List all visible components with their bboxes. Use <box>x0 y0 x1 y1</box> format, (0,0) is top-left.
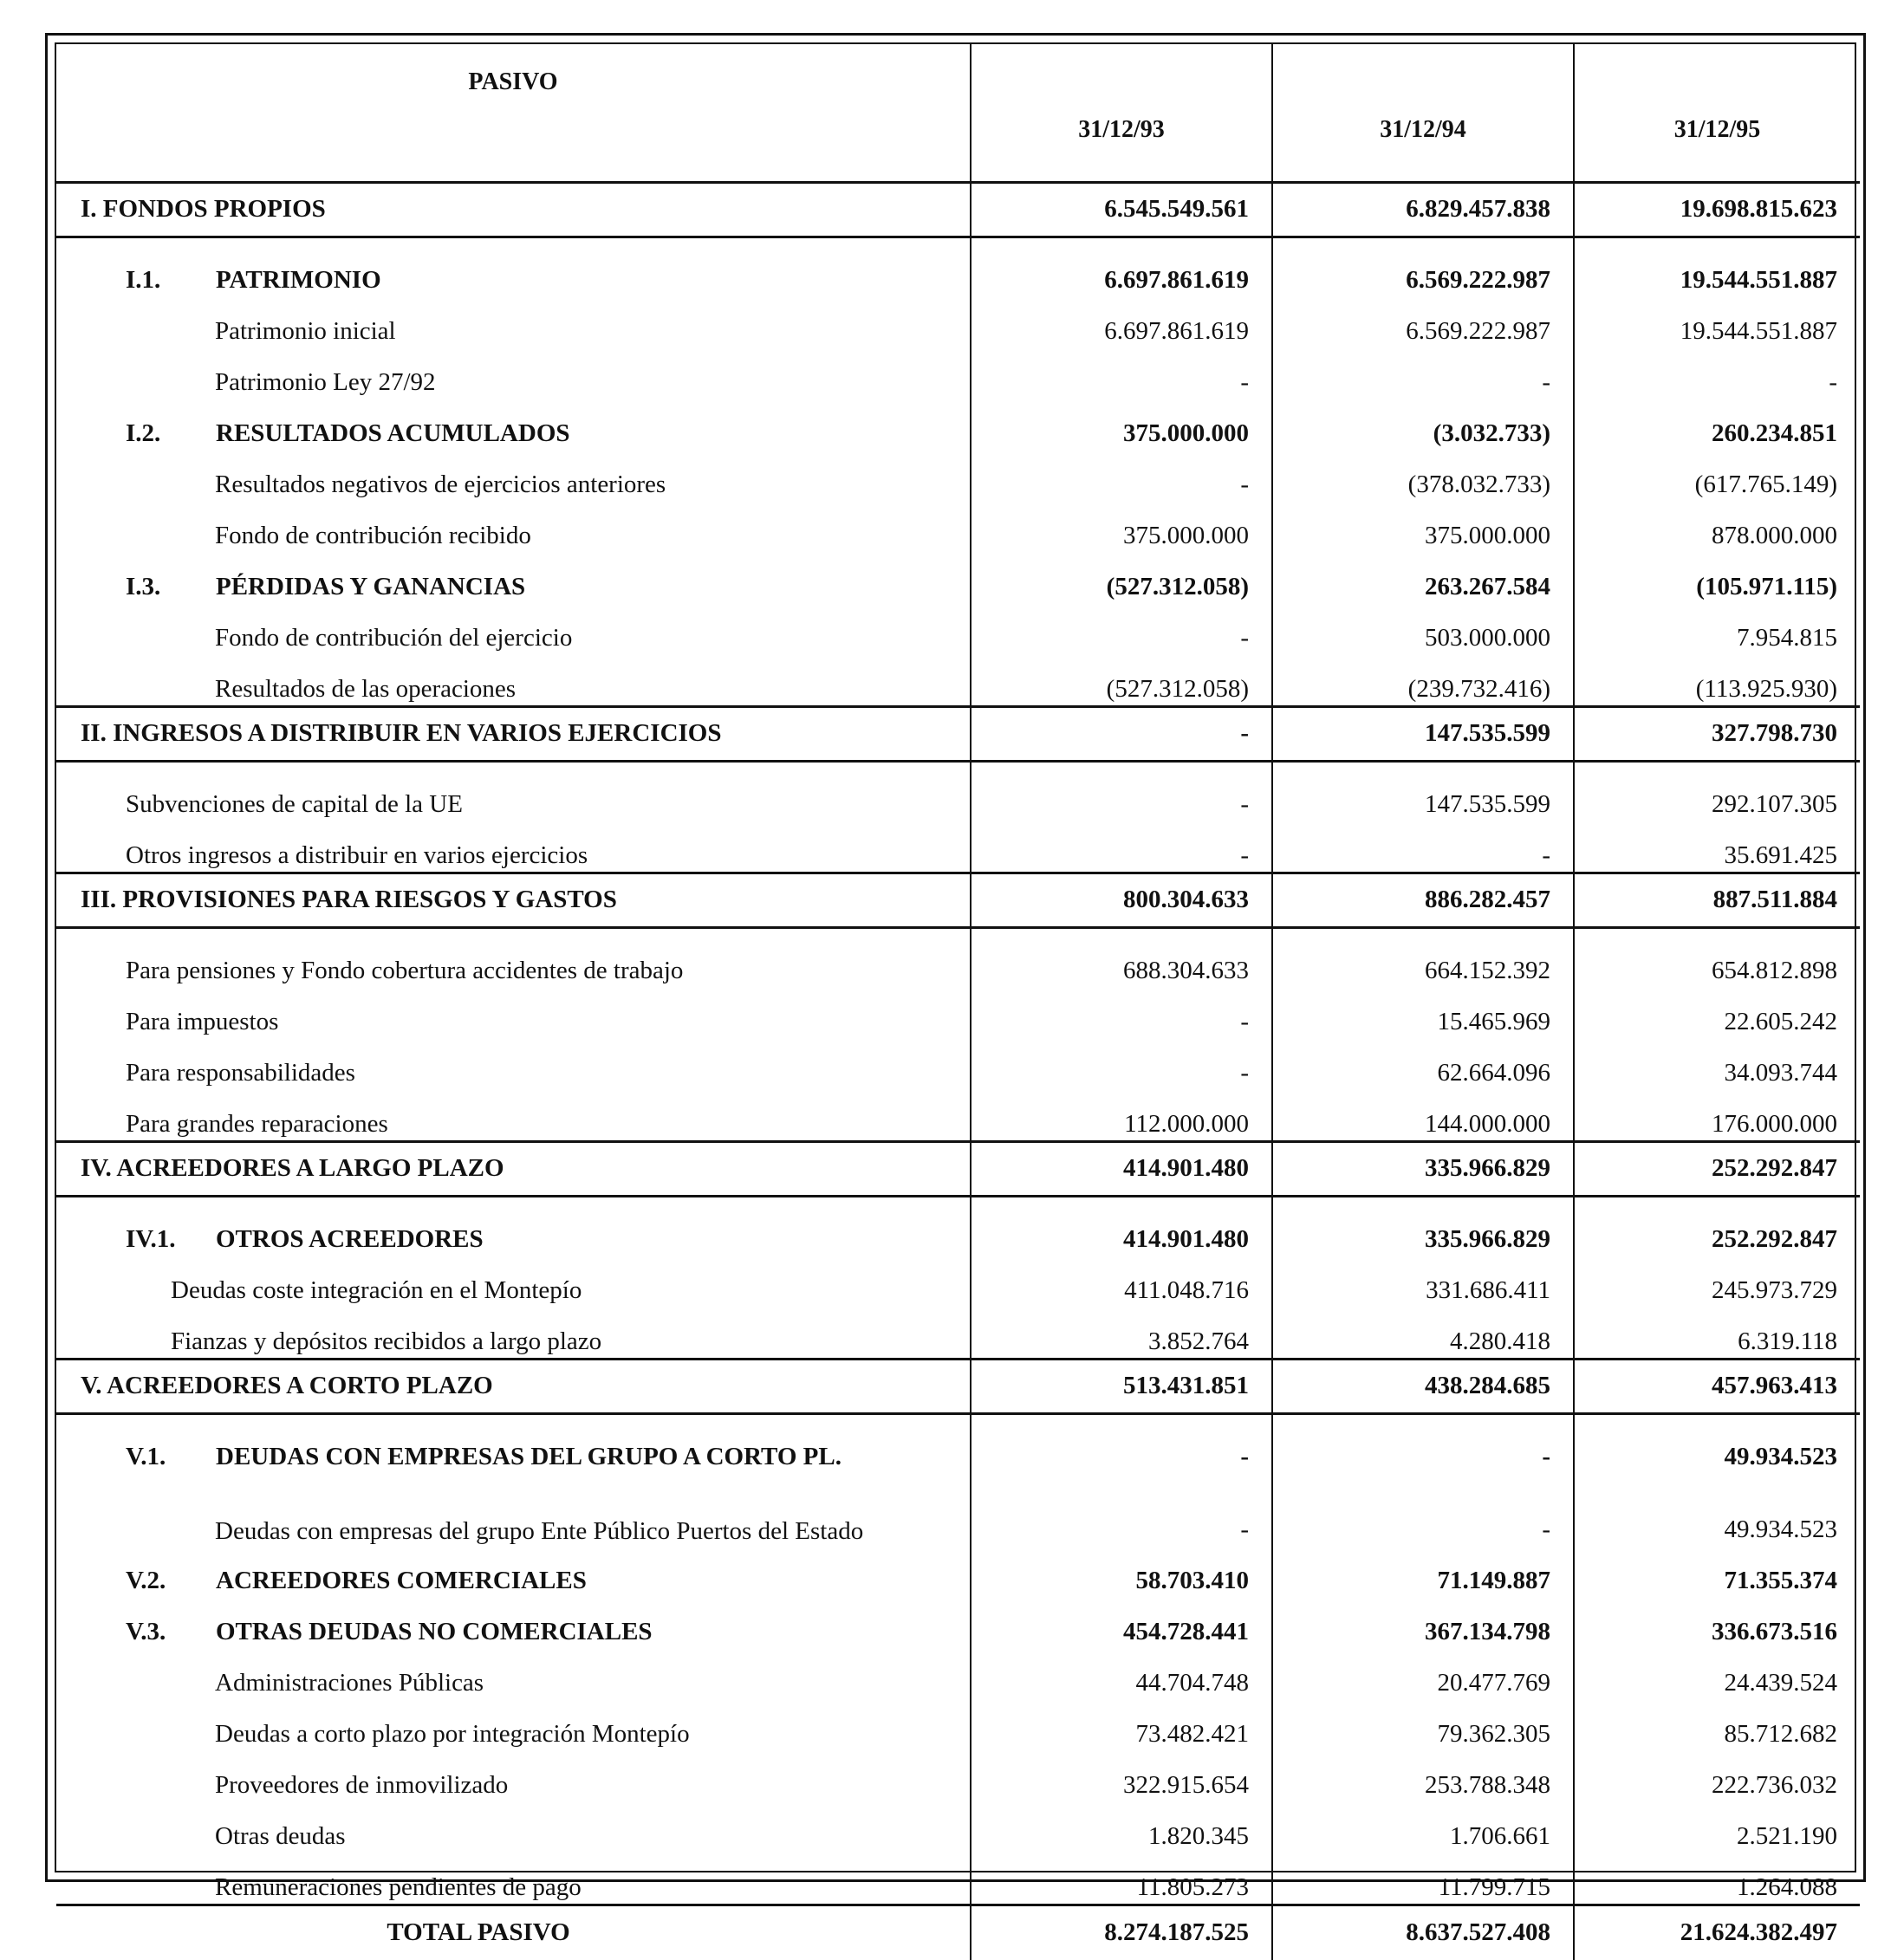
line-item-row <box>56 1648 1860 1699</box>
line-item-label: Fondo de contribución recibido <box>56 501 971 552</box>
subsection-number: I.2. <box>126 419 216 448</box>
section-row <box>56 873 1860 928</box>
subsection-title: PATRIMONIO <box>216 266 381 294</box>
subsection-number: I.1. <box>126 266 216 295</box>
line-item-label: Deudas coste integración en el Montepío <box>56 1256 971 1307</box>
line-item-label: Otros ingresos a distribuir en varios ejercicios <box>56 821 971 873</box>
value-1994: (378.032.733) <box>1272 450 1574 501</box>
value-1993: - <box>971 987 1272 1038</box>
header-col-1994: 31/12/94 <box>1272 44 1574 183</box>
value-1995: 49.934.523 <box>1574 1414 1860 1474</box>
value-1993: 73.482.421 <box>971 1699 1272 1750</box>
line-item-row <box>56 1853 1860 1905</box>
value-1994: 147.535.599 <box>1272 707 1574 762</box>
value-1995: 34.093.744 <box>1574 1038 1860 1089</box>
line-item-label: Subvenciones de capital de la UE <box>56 762 971 821</box>
subsection-row <box>56 1197 1860 1256</box>
line-item-row <box>56 501 1860 552</box>
subsection-label <box>56 237 971 297</box>
value-1994: 335.966.829 <box>1272 1197 1574 1256</box>
value-1993: 3.852.764 <box>971 1307 1272 1360</box>
line-item-label: Para impuestos <box>56 987 971 1038</box>
value-1993: 414.901.480 <box>971 1197 1272 1256</box>
value-1994: 331.686.411 <box>1272 1256 1574 1307</box>
line-item-label: Administraciones Públicas <box>56 1648 971 1699</box>
section-row <box>56 1142 1860 1197</box>
subsection-row <box>56 1597 1860 1648</box>
value-1994: 79.362.305 <box>1272 1699 1574 1750</box>
value-1995: 260.234.851 <box>1574 399 1860 450</box>
line-item-row <box>56 603 1860 654</box>
pasivo-table-body <box>56 183 1860 1905</box>
subsection-label <box>56 1597 971 1648</box>
value-1993: - <box>971 1473 1272 1546</box>
subsection-title: ACREEDORES COMERCIALES <box>216 1567 587 1594</box>
line-item-row <box>56 654 1860 707</box>
subsection-row <box>56 237 1860 297</box>
line-item-label <box>56 1473 971 1546</box>
balance-sheet-frame <box>45 33 1866 1882</box>
subsection-number: V.2. <box>126 1567 216 1595</box>
value-1994: 503.000.000 <box>1272 603 1574 654</box>
value-1995: 35.691.425 <box>1574 821 1860 873</box>
value-1993: - <box>971 707 1272 762</box>
subsection-number: IV.1. <box>126 1225 216 1254</box>
value-1994: 367.134.798 <box>1272 1597 1574 1648</box>
subsection-title: PÉRDIDAS Y GANANCIAS <box>216 573 525 600</box>
value-1994: 144.000.000 <box>1272 1089 1574 1142</box>
value-1995: 457.963.413 <box>1574 1360 1860 1414</box>
subsection-label <box>56 1414 971 1474</box>
value-1994: 1.706.661 <box>1272 1801 1574 1853</box>
section-label: IV. ACREEDORES A LARGO PLAZO <box>56 1142 971 1197</box>
subsection-number: I.3. <box>126 573 216 601</box>
value-1995: 252.292.847 <box>1574 1142 1860 1197</box>
value-1993: (527.312.058) <box>971 552 1272 603</box>
value-1993: 454.728.441 <box>971 1597 1272 1648</box>
value-1993: 6.697.861.619 <box>971 237 1272 297</box>
line-item-label: Para grandes reparaciones <box>56 1089 971 1142</box>
line-item-label: Para pensiones y Fondo cobertura accidentes de trabajo <box>56 928 971 988</box>
subsection-row <box>56 552 1860 603</box>
line-item-label: Para responsabilidades <box>56 1038 971 1089</box>
line-item-row <box>56 928 1860 988</box>
value-1995: 292.107.305 <box>1574 762 1860 821</box>
value-1994: 71.149.887 <box>1272 1546 1574 1597</box>
value-1994: 147.535.599 <box>1272 762 1574 821</box>
value-1993: 44.704.748 <box>971 1648 1272 1699</box>
line-item-row <box>56 1473 1860 1546</box>
line-item-row <box>56 347 1860 399</box>
line-item-row <box>56 1256 1860 1307</box>
value-1995: 222.736.032 <box>1574 1750 1860 1801</box>
subsection-label <box>56 552 971 603</box>
value-1995: (105.971.115) <box>1574 552 1860 603</box>
line-item-label: Otras deudas <box>56 1801 971 1853</box>
line-item-row <box>56 450 1860 501</box>
line-item-row <box>56 1089 1860 1142</box>
value-1993: - <box>971 1414 1272 1474</box>
header-col-1995: 31/12/95 <box>1574 44 1860 183</box>
line-item-text: Deudas con empresas del grupo Ente Público Puertos del Estado <box>215 1519 874 1544</box>
value-1995: 24.439.524 <box>1574 1648 1860 1699</box>
value-1995: 71.355.374 <box>1574 1546 1860 1597</box>
value-1993: - <box>971 603 1272 654</box>
value-1995: 19.544.551.887 <box>1574 237 1860 297</box>
line-item-label: Proveedores de inmovilizado <box>56 1750 971 1801</box>
subsection-title: DEUDAS CON EMPRESAS DEL GRUPO A CORTO PL. <box>216 1443 842 1470</box>
value-1994: 6.569.222.987 <box>1272 296 1574 347</box>
value-1993: 1.820.345 <box>971 1801 1272 1853</box>
value-1994: 4.280.418 <box>1272 1307 1574 1360</box>
header-row <box>56 44 1860 183</box>
section-label: II. INGRESOS A DISTRIBUIR EN VARIOS EJERCICIOS <box>56 707 971 762</box>
balance-sheet-inner-frame <box>55 42 1856 1872</box>
value-1994: 15.465.969 <box>1272 987 1574 1038</box>
value-1995: 85.712.682 <box>1574 1699 1860 1750</box>
value-1995: 327.798.730 <box>1574 707 1860 762</box>
value-1995: (113.925.930) <box>1574 654 1860 707</box>
line-item-label: Fondo de contribución del ejercicio <box>56 603 971 654</box>
value-1995: 6.319.118 <box>1574 1307 1860 1360</box>
value-1995: 878.000.000 <box>1574 501 1860 552</box>
subsection-row <box>56 1546 1860 1597</box>
value-1993: 6.697.861.619 <box>971 296 1272 347</box>
value-1993: 375.000.000 <box>971 399 1272 450</box>
line-item-label: Fianzas y depósitos recibidos a largo plazo <box>56 1307 971 1360</box>
value-1993: (527.312.058) <box>971 654 1272 707</box>
value-1994: (239.732.416) <box>1272 654 1574 707</box>
value-1993: 513.431.851 <box>971 1360 1272 1414</box>
value-1995: 336.673.516 <box>1574 1597 1860 1648</box>
value-1994: - <box>1272 347 1574 399</box>
line-item-label: Remuneraciones pendientes de pago <box>56 1853 971 1905</box>
line-item-row <box>56 1699 1860 1750</box>
value-1995: 2.521.190 <box>1574 1801 1860 1853</box>
line-item-row <box>56 821 1860 873</box>
value-1994: (3.032.733) <box>1272 399 1574 450</box>
line-item-row <box>56 1801 1860 1853</box>
value-1994: 6.829.457.838 <box>1272 183 1574 237</box>
value-1995: 49.934.523 <box>1574 1473 1860 1546</box>
line-item-label: Patrimonio inicial <box>56 296 971 347</box>
value-1994: 886.282.457 <box>1272 873 1574 928</box>
line-item-row <box>56 1750 1860 1801</box>
line-item-row <box>56 1038 1860 1089</box>
value-1993: 375.000.000 <box>971 501 1272 552</box>
value-1993: 322.915.654 <box>971 1750 1272 1801</box>
subsection-label <box>56 1197 971 1256</box>
value-1995: - <box>1574 347 1860 399</box>
value-1993: 414.901.480 <box>971 1142 1272 1197</box>
value-1994: 375.000.000 <box>1272 501 1574 552</box>
header-pasivo-text: PASIVO <box>468 68 557 95</box>
value-1994: 20.477.769 <box>1272 1648 1574 1699</box>
value-1994: 253.788.348 <box>1272 1750 1574 1801</box>
value-1995: 19.698.815.623 <box>1574 183 1860 237</box>
value-1995: 22.605.242 <box>1574 987 1860 1038</box>
total-value-1995: 21.624.382.497 <box>1574 1905 1860 1960</box>
value-1993: - <box>971 762 1272 821</box>
value-1995: 887.511.884 <box>1574 873 1860 928</box>
value-1995: 654.812.898 <box>1574 928 1860 988</box>
line-item-row <box>56 987 1860 1038</box>
line-item-label: Resultados negativos de ejercicios anteriores <box>56 450 971 501</box>
line-item-row <box>56 1307 1860 1360</box>
value-1993: 688.304.633 <box>971 928 1272 988</box>
line-item-row <box>56 762 1860 821</box>
value-1994: 335.966.829 <box>1272 1142 1574 1197</box>
value-1994: 438.284.685 <box>1272 1360 1574 1414</box>
line-item-label: Deudas a corto plazo por integración Montepío <box>56 1699 971 1750</box>
subsection-number: V.3. <box>126 1618 216 1646</box>
total-value-1993: 8.274.187.525 <box>971 1905 1272 1960</box>
pasivo-table <box>56 44 1860 1960</box>
value-1993: - <box>971 1038 1272 1089</box>
total-row <box>56 1905 1860 1960</box>
value-1995: (617.765.149) <box>1574 450 1860 501</box>
value-1994: - <box>1272 1414 1574 1474</box>
value-1995: 176.000.000 <box>1574 1089 1860 1142</box>
subsection-title: OTROS ACREEDORES <box>216 1225 484 1253</box>
value-1993: 112.000.000 <box>971 1089 1272 1142</box>
subsection-row <box>56 1414 1860 1474</box>
value-1993: 58.703.410 <box>971 1546 1272 1597</box>
value-1994: - <box>1272 821 1574 873</box>
subsection-label <box>56 1546 971 1597</box>
section-label: V. ACREEDORES A CORTO PLAZO <box>56 1360 971 1414</box>
value-1993: - <box>971 450 1272 501</box>
value-1995: 7.954.815 <box>1574 603 1860 654</box>
total-label: TOTAL PASIVO <box>56 1905 971 1960</box>
subsection-title: OTRAS DEUDAS NO COMERCIALES <box>216 1618 653 1645</box>
value-1994: 6.569.222.987 <box>1272 237 1574 297</box>
section-label: I. FONDOS PROPIOS <box>56 183 971 237</box>
value-1995: 252.292.847 <box>1574 1197 1860 1256</box>
section-label: III. PROVISIONES PARA RIESGOS Y GASTOS <box>56 873 971 928</box>
section-row <box>56 1360 1860 1414</box>
line-item-label: Resultados de las operaciones <box>56 654 971 707</box>
value-1994: 263.267.584 <box>1272 552 1574 603</box>
value-1993: - <box>971 821 1272 873</box>
value-1993: 800.304.633 <box>971 873 1272 928</box>
subsection-label <box>56 399 971 450</box>
value-1995: 19.544.551.887 <box>1574 296 1860 347</box>
line-item-label: Patrimonio Ley 27/92 <box>56 347 971 399</box>
total-value-1994: 8.637.527.408 <box>1272 1905 1574 1960</box>
total-section <box>56 1905 1860 1960</box>
subsection-title: RESULTADOS ACUMULADOS <box>216 419 570 447</box>
value-1993: 6.545.549.561 <box>971 183 1272 237</box>
value-1994: 664.152.392 <box>1272 928 1574 988</box>
value-1994: 11.799.715 <box>1272 1853 1574 1905</box>
value-1994: 62.664.096 <box>1272 1038 1574 1089</box>
value-1993: - <box>971 347 1272 399</box>
subsection-number: V.1. <box>126 1443 216 1471</box>
line-item-row <box>56 296 1860 347</box>
value-1995: 1.264.088 <box>1574 1853 1860 1905</box>
section-row <box>56 183 1860 237</box>
value-1993: 11.805.273 <box>971 1853 1272 1905</box>
value-1994: - <box>1272 1473 1574 1546</box>
value-1993: 411.048.716 <box>971 1256 1272 1307</box>
value-1995: 245.973.729 <box>1574 1256 1860 1307</box>
section-row <box>56 707 1860 762</box>
header-pasivo <box>56 44 971 183</box>
subsection-row <box>56 399 1860 450</box>
header-col-1993: 31/12/93 <box>971 44 1272 183</box>
